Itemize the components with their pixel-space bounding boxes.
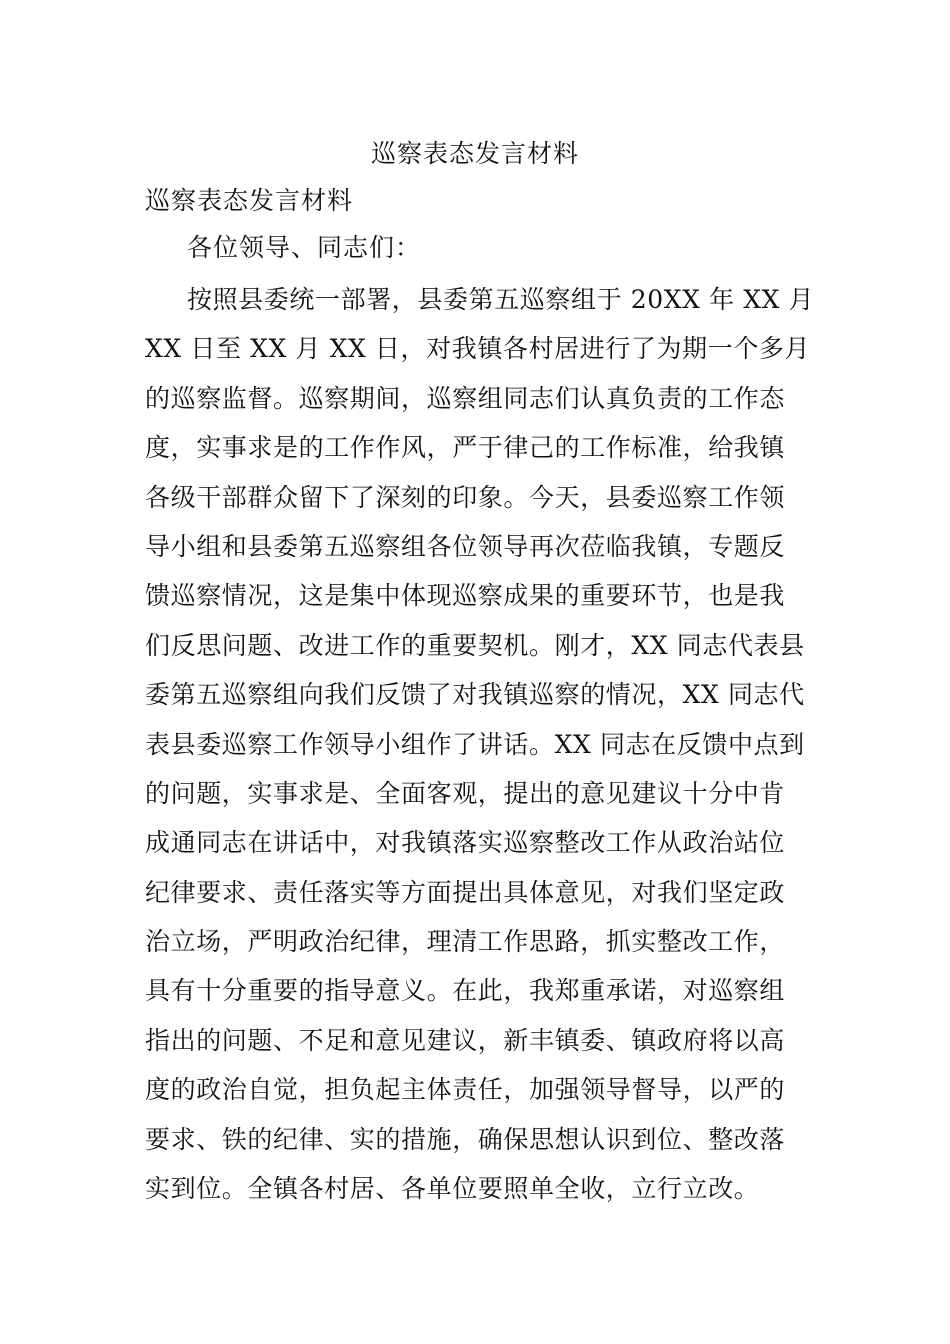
- body-line: XX 日至 XX 月 XX 日，对我镇各村居进行了为期一个多月: [145, 334, 811, 364]
- body-line: 度的政治自觉，担负起主体责任，加强领导督导，以严的: [145, 1075, 786, 1105]
- body-line: 的巡察监督。巡察期间，巡察组同志们认真负责的工作态: [145, 383, 786, 413]
- body-line: 具有十分重要的指导意义。在此，我郑重承诺，对巡察组: [145, 976, 786, 1006]
- salutation: 各位领导、同志们：: [187, 233, 422, 262]
- body-line: 馈巡察情况，这是集中体现巡察成果的重要环节，也是我: [145, 581, 786, 611]
- document-title: 巡察表态发言材料: [370, 139, 579, 168]
- body-line: 纪律要求、责任落实等方面提出具体意见，对我们坚定政: [145, 877, 786, 907]
- body-line: 度，实事求是的工作作风，严于律己的工作标准，给我镇: [145, 433, 786, 463]
- body-line: 表县委巡察工作领导小组作了讲话。XX 同志在反馈中点到: [145, 729, 805, 759]
- document-subtitle: 巡察表态发言材料: [145, 186, 354, 215]
- body-line: 按照县委统一部署，县委第五巡察组于 20XX 年 XX 月: [187, 285, 815, 314]
- body-line: 实到位。全镇各村居、各单位要照单全收，立行立改。: [145, 1174, 760, 1204]
- body-line: 导小组和县委第五巡察组各位领导再次莅临我镇，专题反: [145, 531, 786, 561]
- body-line: 们反思问题、改进工作的重要契机。刚才，XX 同志代表县: [145, 630, 805, 660]
- body-line: 治立场，严明政治纪律，理清工作思路，抓实整改工作，: [145, 927, 786, 957]
- body-line: 成通同志在讲话中，对我镇落实巡察整改工作从政治站位: [145, 828, 786, 858]
- body-line: 各级干部群众留下了深刻的印象。今天，县委巡察工作领: [145, 482, 786, 512]
- body-line: 委第五巡察组向我们反馈了对我镇巡察的情况，XX 同志代: [145, 680, 805, 710]
- body-line: 的问题，实事求是、全面客观，提出的意见建议十分中肯: [145, 778, 786, 808]
- body-paragraph: [145, 280, 815, 1218]
- body-line: 指出的问题、不足和意见建议，新丰镇委、镇政府将以高: [145, 1025, 786, 1055]
- body-line: 要求、铁的纪律、实的措施，确保思想认识到位、整改落: [145, 1124, 786, 1154]
